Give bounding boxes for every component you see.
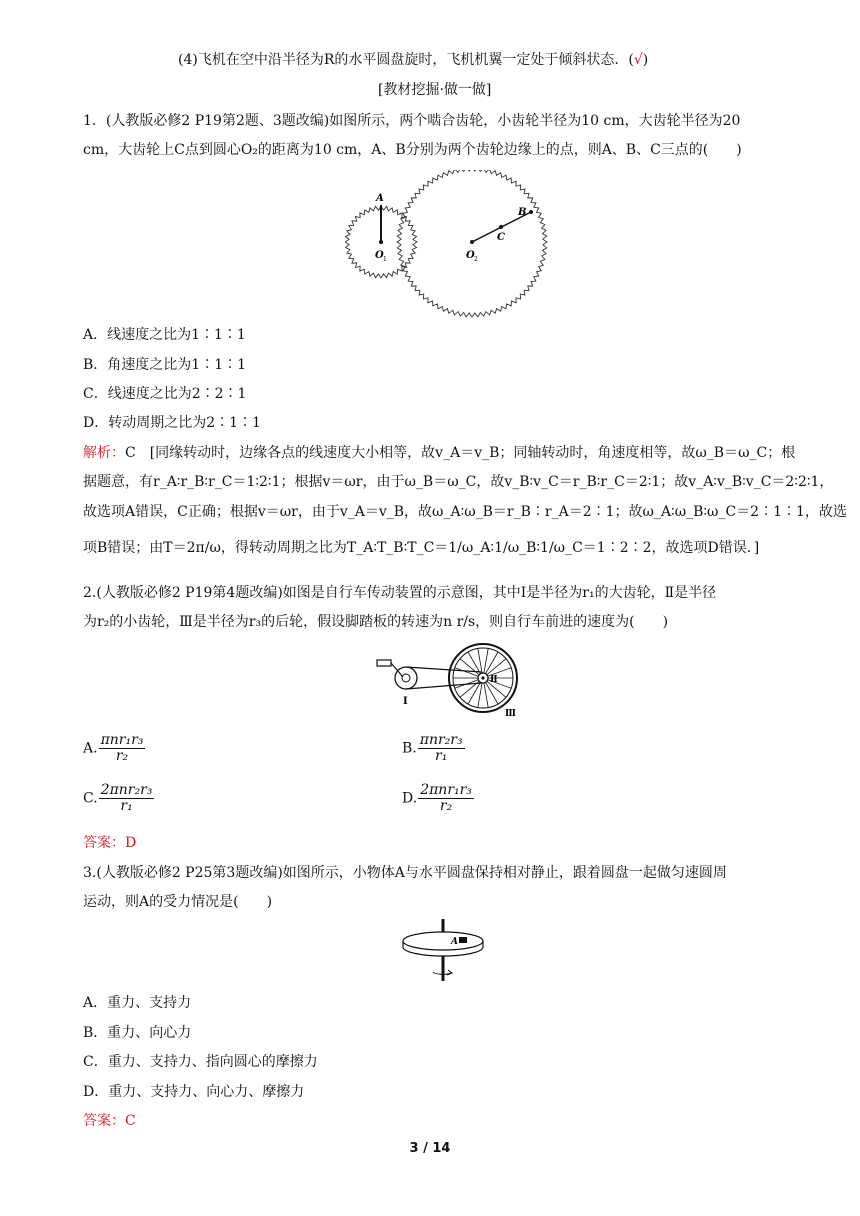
- q2-answer: [83, 833, 136, 853]
- q2-option-b: [402, 733, 466, 764]
- q2-option-d: [402, 783, 475, 814]
- q3-option-c: C．重力、支持力、指向圆心的摩擦力: [83, 1054, 318, 1070]
- label-c: C: [497, 232, 505, 243]
- q3-option-a: A．重力、支持力: [83, 995, 192, 1011]
- gears-figure: [345, 170, 585, 330]
- q1-analysis-line3: 故选项A错误，C正确；根据v＝ωr，由于v_A＝v_B，故ω_A∶ω_B＝r_B∶r_A＝2∶1；故ω_A∶ω_B∶ω_C＝2∶1∶1，故选: [83, 504, 847, 520]
- section-title: [教材挖掘·做一做]: [378, 82, 492, 98]
- bicycle-drive-figure: [370, 638, 530, 718]
- q1-stem-line2: cm，大齿轮上C点到圆心O₂的距离为10 cm，A、B分别为两个齿轮边缘上的点，则A、B、C三点的( ): [83, 142, 742, 158]
- statement-4: [178, 50, 648, 70]
- q3-stem-line1: 3.(人教版必修2 P25第3题改编)如图所示，小物体A与水平圆盘保持相对静止，跟着圆盘一起做匀速圆周: [83, 865, 727, 881]
- q3-answer: [83, 1111, 136, 1131]
- q3-answer-label: 答案：: [83, 1113, 125, 1129]
- analysis-label: 解析：: [83, 445, 125, 461]
- q2-option-b-num: πnr₂r₃: [419, 732, 463, 748]
- q1-option-c: C．线速度之比为2∶2∶1: [83, 386, 247, 402]
- q2-option-a: [83, 733, 146, 764]
- q3-option-d: D．重力、支持力、向心力、摩擦力: [83, 1084, 305, 1100]
- q2-option-c: [83, 783, 155, 814]
- q1-option-a: A．线速度之比为1∶1∶1: [83, 327, 246, 343]
- turntable-label-a: A: [451, 937, 458, 947]
- statement-4-text: (4)飞机在空中沿半径为R的水平圆盘旋时，飞机机翼一定处于倾斜状态．(: [178, 52, 634, 68]
- q1-stem-line1: 1．(人教版必修2 P19第2题、3题改编)如图所示，两个啮合齿轮，小齿轮半径为10 cm，大齿轮半径为20: [83, 113, 741, 129]
- statement-4-close: ): [642, 52, 649, 68]
- pedal-icon: [377, 660, 391, 666]
- q1-analysis-line4: 项B错误；由T＝2π/ω，得转动周期之比为T_A∶T_B∶T_C＝1/ω_A∶1/ω_B∶1/ω_C＝1∶2∶2，故选项D错误．]: [83, 540, 760, 556]
- q1-analysis-line1: [83, 443, 795, 463]
- q2-stem-line2: 为r₂的小齿轮，Ⅲ是半径为r₃的后轮，假设脚踏板的转速为n r/s，则自行车前进的速度为( ): [83, 614, 669, 630]
- q1-option-b: B．角速度之比为1∶1∶1: [83, 357, 247, 373]
- q2-option-d-num: 2πnr₁r₃: [420, 782, 472, 798]
- q2-option-c-den: r₁: [120, 798, 133, 814]
- small-object: [459, 937, 467, 943]
- q3-answer-value: C: [125, 1113, 136, 1129]
- q2-option-b-letter: B.: [402, 740, 417, 757]
- page-number: 3 / 14: [409, 1141, 451, 1156]
- q2-option-c-letter: C.: [83, 790, 98, 807]
- label-o2-sub: 2: [474, 256, 478, 263]
- analysis-text-1: C [同缘转动时，边缘各点的线速度大小相等，故v_A＝v_B；同轴转动时，角速度相等，故ω_B＝ω_C；根: [125, 445, 796, 461]
- label-a: A: [376, 193, 384, 204]
- q3-option-b: B．重力、向心力: [83, 1025, 192, 1041]
- label-o1: O: [375, 250, 384, 261]
- turntable-figure: [393, 917, 493, 987]
- q2-option-d-letter: D.: [402, 790, 418, 807]
- q2-answer-value: D: [125, 835, 137, 851]
- q1-option-d: D．转动周期之比为2∶1∶1: [83, 415, 261, 431]
- rear-wheel: [449, 644, 517, 712]
- q2-option-a-den: r₂: [115, 748, 129, 764]
- large-sprocket: [395, 667, 417, 689]
- q3-stem-line2: 运动，则A的受力情况是( ): [83, 894, 273, 910]
- q2-stem-line1: 2.(人教版必修2 P19第4题改编)如图是自行车传动装置的示意图，其中Ⅰ是半径为r₁的大齿轮，Ⅱ是半径: [83, 585, 717, 601]
- q1-analysis-line2: 据题意，有r_A∶r_B∶r_C＝1∶2∶1；根据v＝ωr，由于ω_B＝ω_C，故v_B∶v_C＝r_B∶r_C＝2∶1；故v_A∶v_B∶v_C＝2∶2∶1，: [83, 474, 834, 490]
- label-b: B: [518, 207, 527, 218]
- label-o2: O: [466, 250, 475, 261]
- q2-option-d-den: r₂: [439, 798, 453, 814]
- q2-option-b-den: r₁: [435, 748, 448, 764]
- q2-option-c-num: 2πnr₂r₃: [100, 782, 153, 798]
- correct-mark: √: [633, 52, 643, 68]
- label-o1-sub: 1: [383, 256, 387, 263]
- label-two: Ⅱ: [490, 675, 498, 685]
- label-one: Ⅰ: [403, 696, 408, 707]
- q2-answer-label: 答案：: [83, 835, 125, 851]
- q2-option-a-letter: A.: [83, 740, 98, 757]
- label-three: Ⅲ: [505, 709, 516, 718]
- q2-option-a-num: πnr₁r₃: [100, 732, 144, 748]
